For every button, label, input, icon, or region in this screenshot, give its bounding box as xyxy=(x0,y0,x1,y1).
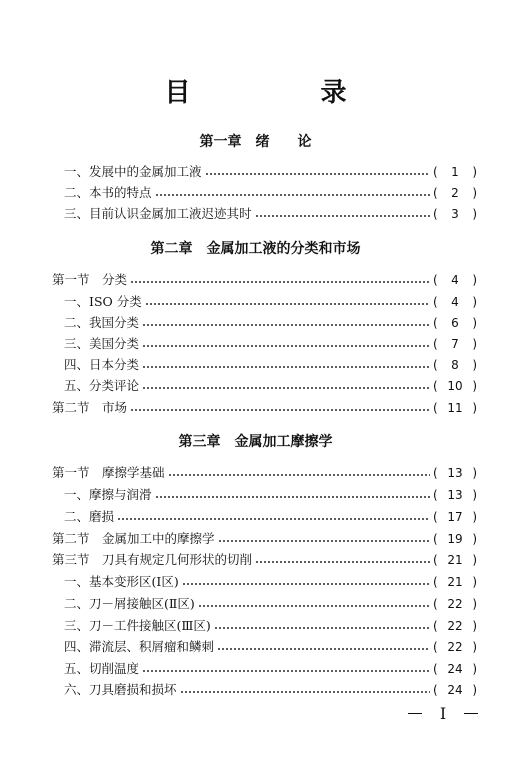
toc-entry-label: 一、基本变形区(Ⅰ区) xyxy=(64,574,179,589)
toc-page-ref: ( 4 ) xyxy=(433,270,477,290)
toc-page-ref: ( 22 ) xyxy=(433,594,477,614)
toc-entry-label: 第二节 市场 xyxy=(52,400,128,415)
toc-entry xyxy=(64,616,477,636)
chapter-heading: 第一章 绪 论 xyxy=(199,134,312,150)
folio-dash-left xyxy=(408,713,422,715)
toc-entry xyxy=(64,334,477,354)
leader-dots xyxy=(198,605,430,607)
leader-dots xyxy=(218,540,430,542)
toc-entry xyxy=(64,680,477,700)
toc-page-number: 24 xyxy=(447,683,463,697)
toc-entry-label: 五、切削温度 xyxy=(64,661,140,676)
toc-entry xyxy=(64,659,477,679)
leader-dots xyxy=(155,194,430,196)
leader-dots xyxy=(168,474,430,476)
toc-entry-label: 二、磨损 xyxy=(64,509,115,524)
leader-dots xyxy=(130,281,430,283)
toc-entry xyxy=(64,637,477,657)
toc-entry-label: 第三节 刀具有规定几何形状的切削 xyxy=(52,552,253,567)
toc-page-number: 3 xyxy=(451,207,459,221)
leader-dots xyxy=(142,670,430,672)
toc-entry xyxy=(64,183,477,203)
toc-entry xyxy=(52,550,477,570)
leader-dots xyxy=(182,583,430,585)
leader-dots xyxy=(142,366,430,368)
toc-page-ref: ( 17 ) xyxy=(433,507,477,527)
toc-page-number: 2 xyxy=(451,186,459,200)
toc-page-ref: ( 6 ) xyxy=(433,313,477,333)
toc-entry xyxy=(64,204,477,224)
toc-entry-label: 三、刀－工件接触区(Ⅲ区) xyxy=(64,618,211,633)
toc-page-number: 10 xyxy=(447,379,463,393)
toc-page-number: 22 xyxy=(447,640,463,654)
toc-page-number: 8 xyxy=(451,358,459,372)
toc-entry-label: 二、我国分类 xyxy=(64,315,140,330)
toc-entry-label: 六、刀具磨损和损坏 xyxy=(64,682,177,697)
toc-page-ref: ( 2 ) xyxy=(433,183,477,203)
leader-dots xyxy=(205,173,430,175)
toc-page-ref: ( 22 ) xyxy=(433,637,477,657)
toc-page-number: 6 xyxy=(451,316,459,330)
toc-entry-label: 三、目前认识金属加工液迟迹其时 xyxy=(64,206,252,221)
toc-page-number: 4 xyxy=(451,295,459,309)
toc-entry-label: 第二节 金属加工中的摩擦学 xyxy=(52,531,215,546)
toc-page-number: 7 xyxy=(451,337,459,351)
leader-dots xyxy=(130,409,430,411)
toc-page-number: 24 xyxy=(447,662,463,676)
toc-entry xyxy=(64,292,477,312)
toc-entry xyxy=(64,485,477,505)
leader-dots xyxy=(155,496,430,498)
page-title: 目 录 xyxy=(164,78,399,108)
leader-dots xyxy=(217,648,430,650)
toc-page-number: 21 xyxy=(447,553,463,567)
toc-page-number: 17 xyxy=(447,510,463,524)
folio-number: Ⅰ xyxy=(439,704,447,723)
chapter-heading: 第三章 金属加工摩擦学 xyxy=(178,434,333,450)
toc-entry xyxy=(64,507,477,527)
toc-page-ref: ( 1 ) xyxy=(433,162,477,182)
leader-dots xyxy=(142,345,430,347)
toc-entry xyxy=(64,355,477,375)
toc-entry xyxy=(52,398,477,418)
toc-page-ref: ( 13 ) xyxy=(433,485,477,505)
toc-page-number: 11 xyxy=(447,401,463,415)
toc-entry-label: 四、日本分类 xyxy=(64,357,140,372)
leader-dots xyxy=(142,387,430,389)
leader-dots xyxy=(142,324,430,326)
toc-page-ref: ( 4 ) xyxy=(433,292,477,312)
toc-entry xyxy=(64,376,477,396)
chapter-heading: 第二章 金属加工液的分类和市场 xyxy=(150,241,361,257)
toc-page-ref: ( 21 ) xyxy=(433,572,477,592)
folio-dash-right xyxy=(464,713,478,715)
toc-page-ref: ( 11 ) xyxy=(433,398,477,418)
toc-page-ref: ( 21 ) xyxy=(433,550,477,570)
toc-entry xyxy=(52,463,477,483)
toc-entry xyxy=(64,162,477,182)
toc-page-number: 1 xyxy=(451,165,459,179)
toc-entry xyxy=(52,270,477,290)
leader-dots xyxy=(180,691,430,693)
toc-page-ref: ( 7 ) xyxy=(433,334,477,354)
toc-entry-label: 一、摩擦与润滑 xyxy=(64,487,152,502)
toc-page-ref: ( 19 ) xyxy=(433,529,477,549)
toc-page-number: 13 xyxy=(447,466,463,480)
toc-entry-label: 四、滞流层、积屑瘤和鳞刺 xyxy=(64,639,215,654)
leader-dots xyxy=(214,627,430,629)
toc-page-number: 21 xyxy=(447,575,463,589)
toc-entry-label: 三、美国分类 xyxy=(64,336,140,351)
toc-entry-label: 二、刀－屑接触区(Ⅱ区) xyxy=(64,596,195,611)
leader-dots xyxy=(255,215,430,217)
leader-dots xyxy=(255,561,430,563)
toc-entry xyxy=(52,529,477,549)
toc-page-ref: ( 10 ) xyxy=(433,376,477,396)
toc-page-ref: ( 24 ) xyxy=(433,680,477,700)
leader-dots xyxy=(145,303,430,305)
toc-entry-label: 一、ISO 分类 xyxy=(64,294,142,309)
toc-entry-label: 二、本书的特点 xyxy=(64,185,152,200)
toc-page-number: 19 xyxy=(447,532,463,546)
toc-entry xyxy=(64,313,477,333)
toc-entry-label: 五、分类评论 xyxy=(64,378,140,393)
page-folio xyxy=(408,704,478,723)
leader-dots xyxy=(117,518,430,520)
toc-page-ref: ( 22 ) xyxy=(433,616,477,636)
toc-page-number: 22 xyxy=(447,619,463,633)
toc-page-ref: ( 13 ) xyxy=(433,463,477,483)
toc-page-number: 4 xyxy=(451,273,459,287)
toc-entry xyxy=(64,594,477,614)
toc-page-number: 22 xyxy=(447,597,463,611)
toc-entry xyxy=(64,572,477,592)
toc-page-ref: ( 24 ) xyxy=(433,659,477,679)
toc-entry-label: 第一节 分类 xyxy=(52,272,128,287)
toc-page-ref: ( 3 ) xyxy=(433,204,477,224)
toc-page-number: 13 xyxy=(447,488,463,502)
toc-entry-label: 一、发展中的金属加工液 xyxy=(64,164,202,179)
toc-page-ref: ( 8 ) xyxy=(433,355,477,375)
toc-entry-label: 第一节 摩擦学基础 xyxy=(52,465,165,480)
